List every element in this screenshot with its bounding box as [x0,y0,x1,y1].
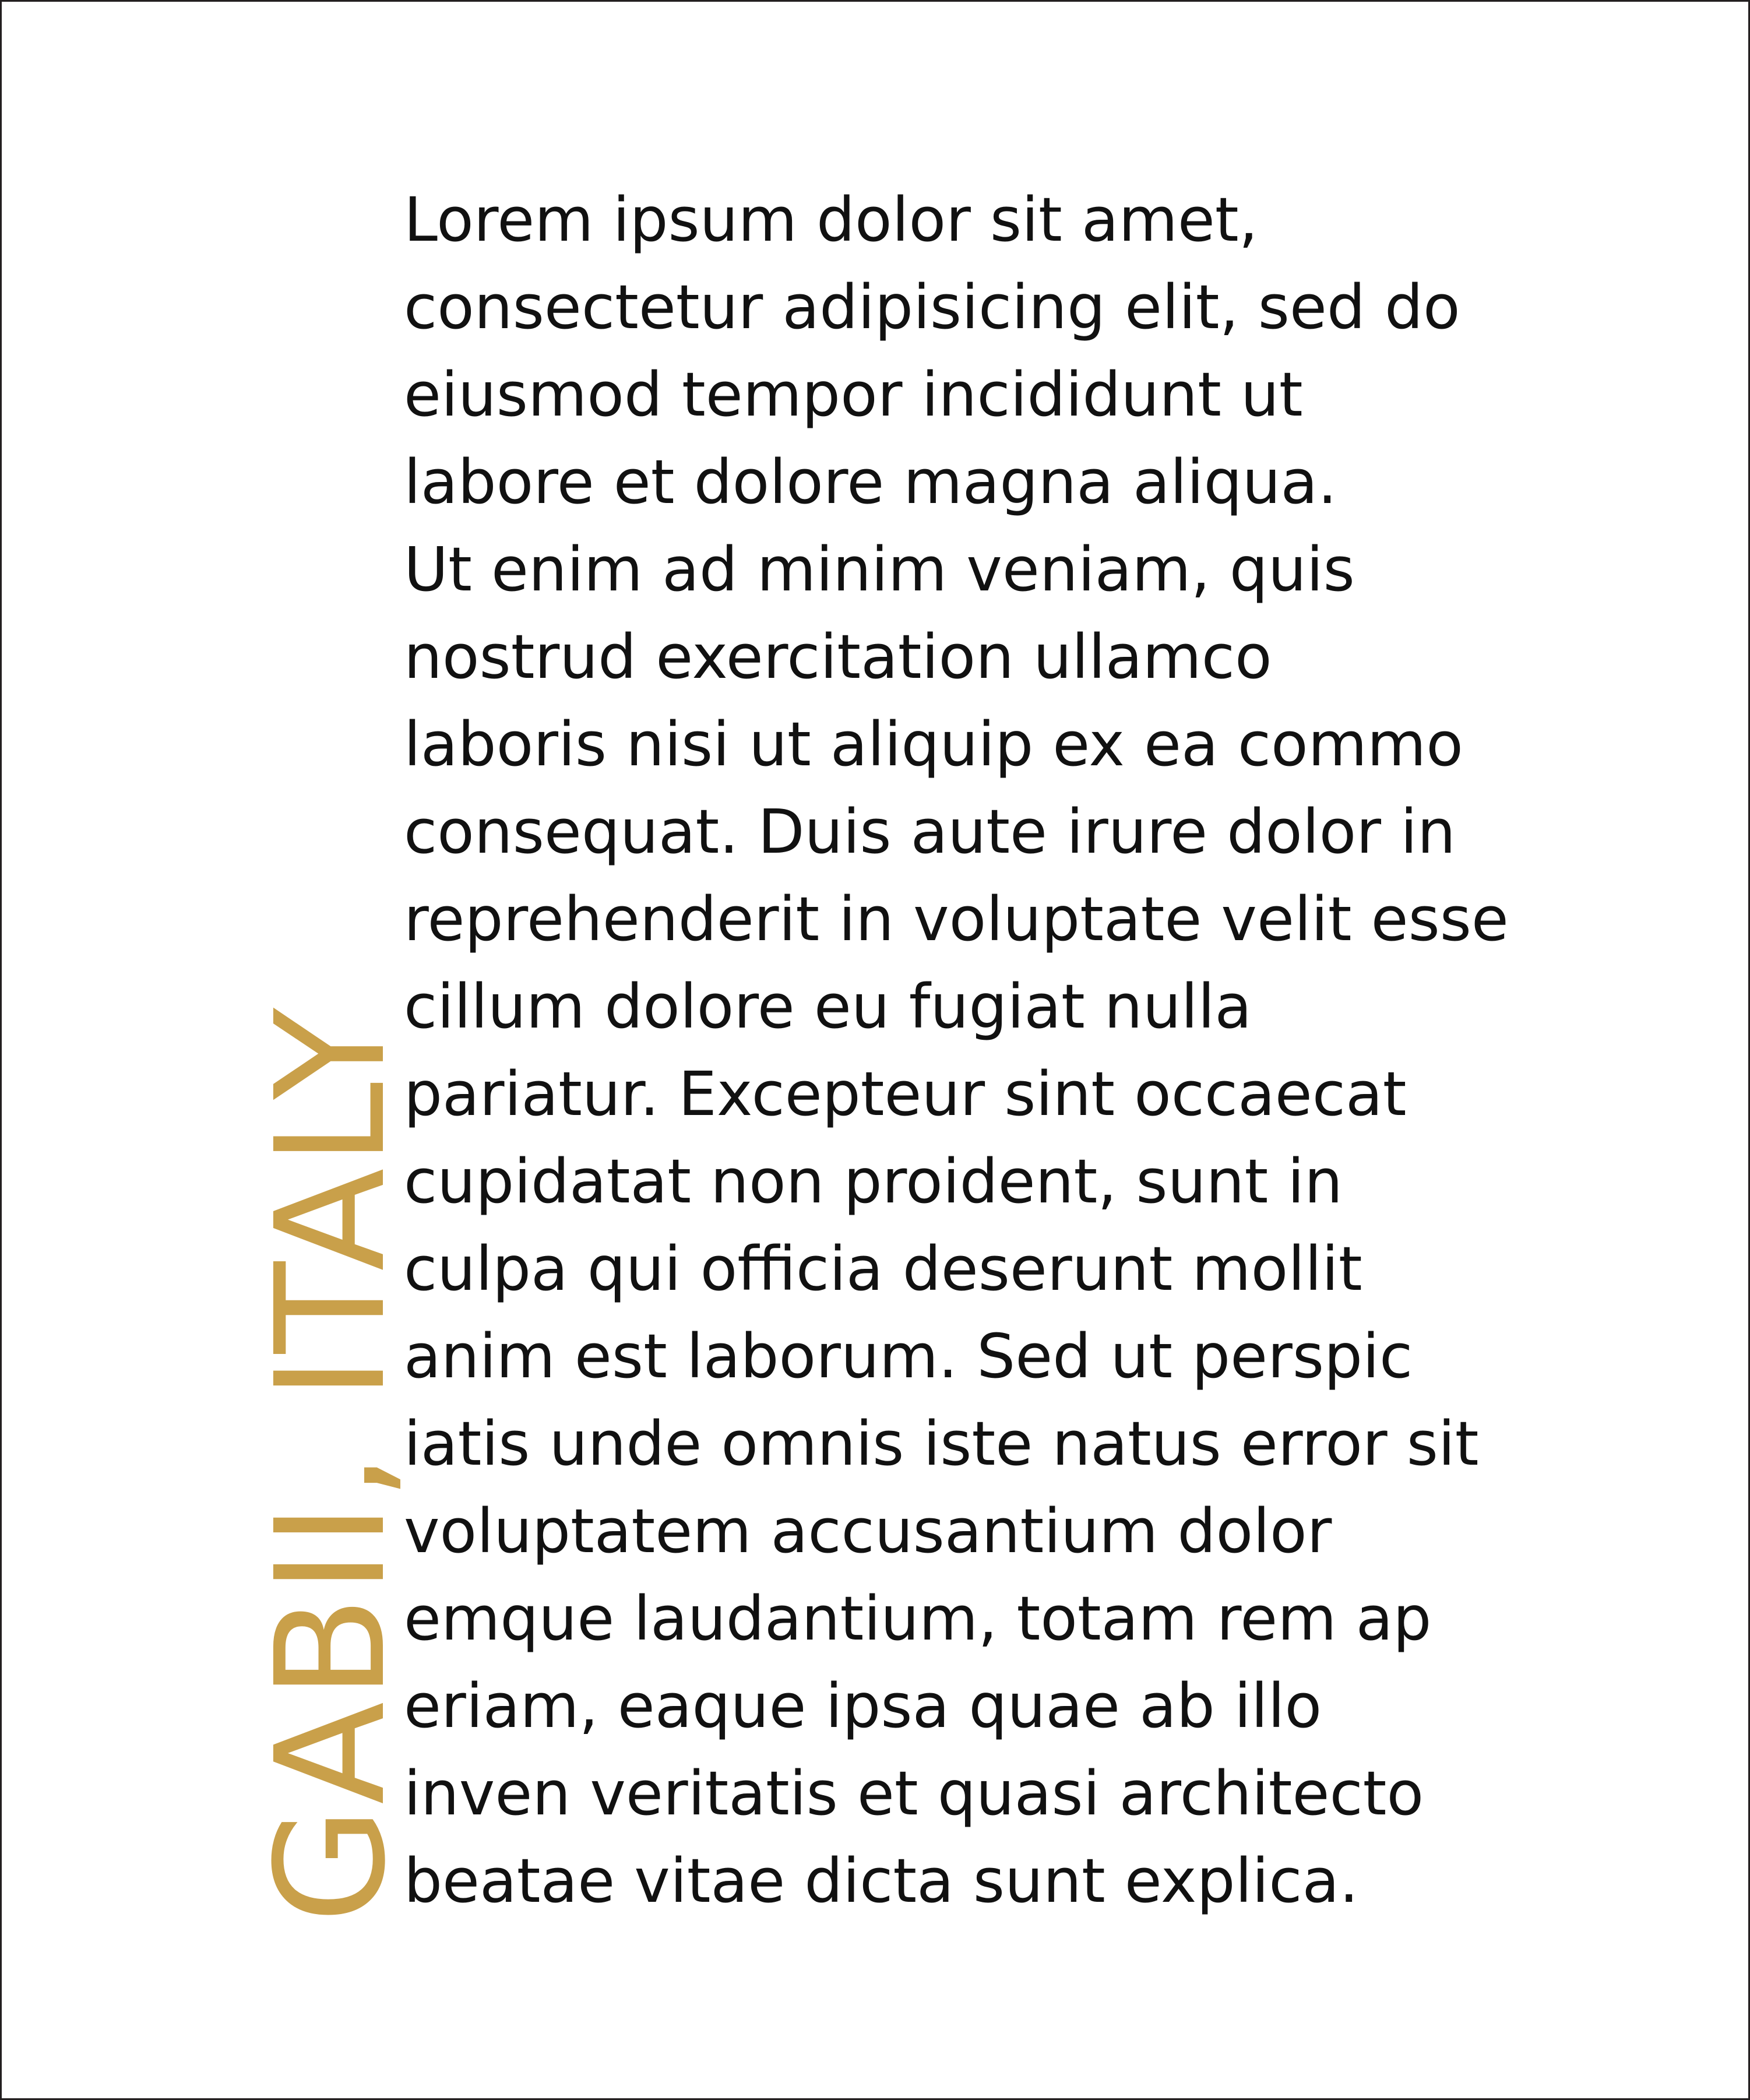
body-line: cupidatat non proident, sunt in [404,1146,1343,1217]
body-line: laboris nisi ut aliquip ex ea commo [404,709,1463,780]
body-text [404,176,1663,1925]
body-line: Lorem ipsum dolor sit amet, [404,184,1258,255]
body-line: consectetur adipisicing elit, sed do [404,272,1460,343]
body-line: labore et dolore magna aliqua. [404,446,1337,518]
body-line: pariatur. Excepteur sint occaecat [404,1058,1407,1130]
body-line: nostrud exercitation ullamco [404,621,1272,692]
body-line: iatis unde omnis iste natus error sit [404,1408,1479,1479]
body-line: consequat. Duis aute irure dolor in [404,796,1456,867]
body-line: reprehenderit in voluptate velit esse [404,884,1509,955]
vertical-title: GABII, ITALY [244,1005,418,1923]
body-line: cillum dolore eu fugiat nulla [404,971,1252,1042]
body-line: Ut enim ad minim veniam, quis [404,534,1355,605]
body-line: emque laudantium, totam rem ap [404,1583,1432,1654]
body-line: voluptatem accusantium dolor [404,1496,1332,1567]
body-line: eriam, eaque ipsa quae ab illo [404,1670,1322,1742]
body-line: culpa qui officia deserunt mollit [404,1233,1362,1304]
body-line: inven veritatis et quasi architecto [404,1758,1424,1829]
body-line: anim est laborum. Sed ut perspic [404,1321,1413,1392]
body-line: eiusmod tempor incididunt ut [404,359,1303,430]
body-line: beatae vitae dicta sunt explica. [404,1845,1359,1916]
